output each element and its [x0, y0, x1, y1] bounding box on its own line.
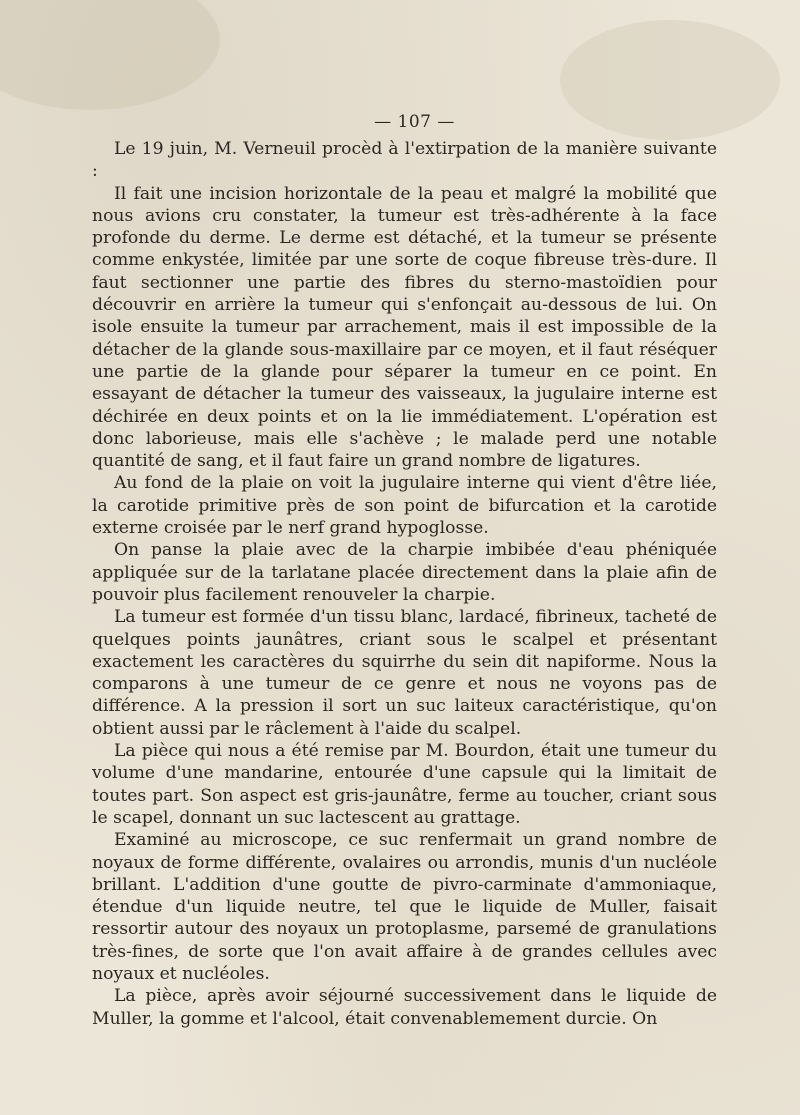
paragraph: La pièce qui nous a été remise par M. Bourdon, était une tumeur du volume d'une mandarine, entourée d'une capsule qui la limitait de toutes part. Son aspect est gris-jaunâtre, ferme au toucher, criant sous le scapel, donnant un suc lactescent au grattage.: [92, 741, 717, 828]
page-number: — 107 —: [374, 112, 455, 132]
paper-stain: [0, 0, 220, 110]
paragraph: Examiné au microscope, ce suc renfermait un grand nombre de noyaux de forme différente, ovalaires ou arrondis, munis d'un nucléole brillant. L'addition d'une goutte de pivro-carminate d'ammoniaque, étendue d'un liquide neutre, tel que le liquide de Muller, faisait ressortir autour des noyaux un protoplasme, parsemé de granulations très-fines, de sorte que l'on avait affaire à de grandes cellules avec noyaux et nucléoles.: [92, 830, 717, 984]
paragraph: On panse la plaie avec de la charpie imbibée d'eau phéniquée appliquée sur de la tarlatane placée directement dans la plaie afin de pouvoir plus facilement renouveler la charpie.: [92, 540, 717, 605]
paragraph: Il fait une incision horizontale de la peau et malgré la mobilité que nous avions cru constater, la tumeur est très-adhérente à la face profonde du derme. Le derme est détaché, et la tumeur se présente comme enkystée, limitée par une sorte de coque fibreuse très-dure. Il faut sectionner une partie des fibres du sterno-mastoïdien pour découvrir en arrière la tumeur qui s'enfonçait au-dessous de lui. On isole ensuite la tumeur par arrachement, mais il est impossible de la détacher de la glande sous-maxillaire par ce moyen, et il faut réséquer une partie de la glande pour séparer la tumeur en ce point. En essayant de détacher la tumeur des vaisseaux, la jugulaire interne est déchirée en deux points et on la lie immédiatement. L'opération est donc laborieuse, mais elle s'achève ; le malade perd une notable quantité de sang, et il faut faire un grand nombre de ligatures.: [92, 183, 717, 472]
paragraph: La pièce, après avoir séjourné successivement dans le liquide de Muller, la gomme et l'alcool, était convenablemement durcie. On: [92, 986, 717, 1029]
paragraph: La tumeur est formée d'un tissu blanc, lardacé, fibrineux, tacheté de quelques points jaunâtres, criant sous le scalpel et présentant exactement les caractères du squirrhe du sein dit napiforme. Nous la comparons à une tumeur de ce genre et nous ne voyons pas de différence. A la pression il sort un suc laiteux caractéristique, qu'on obtient aussi par le râclement à l'aide du scalpel.: [92, 607, 717, 739]
document-page: [92, 112, 717, 1030]
paragraph: Au fond de la plaie on voit la jugulaire interne qui vient d'être liée, la carotide primitive près de son point de bifurcation et la carotide externe croisée par le nerf grand hypoglosse.: [92, 473, 717, 539]
paragraph: Le 19 juin, M. Verneuil procèd à l'extirpation de la manière suivante :: [92, 139, 717, 182]
